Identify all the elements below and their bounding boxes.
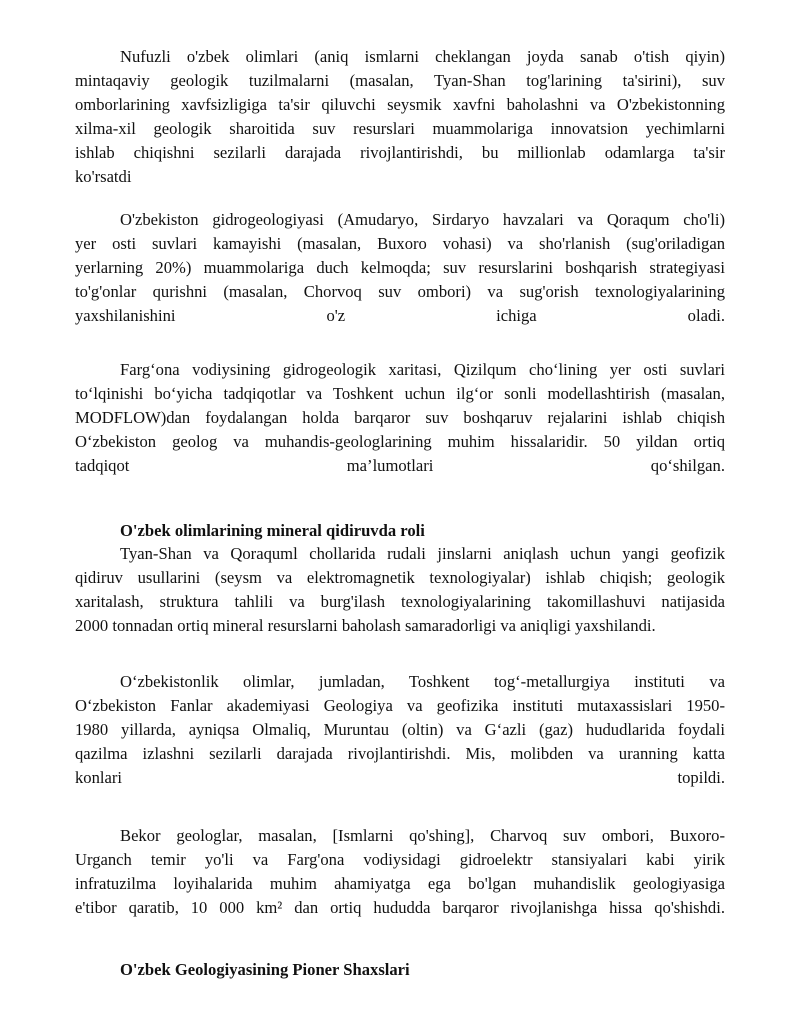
paragraph-hydrogeology (75, 208, 725, 328)
text-line: Farg‘ona vodiysining gidrogeologik xaritasi, Qizilqum cho‘lining yer osti suvlari (120, 360, 725, 379)
text-line: O‘zbekistonlik olimlar, jumladan, Toshkent tog‘-metallurgiya instituti va (120, 672, 725, 691)
paragraph-engineering-geology (75, 824, 725, 920)
text-line: yerlarning 20%) muammolariga duch kelmoqda; suv resurslarini boshqarish strategiyasi (75, 258, 725, 277)
text-line: MODFLOW)dan foydalangan holda barqaror suv boshqaruv rejalarini ishlab chiqish (75, 408, 725, 427)
text-line: O‘zbekiston geolog va muhandis-geologlarining muhim hissalaridir. 50 yildan ortiq (75, 432, 725, 451)
text-line: ko'rsatdi (75, 167, 132, 186)
text-line: O'zbekiston gidrogeologiyasi (Amudaryo, Sirdaryo havzalari va Qoraqum cho'li) (120, 210, 725, 229)
paragraph-mineral-exploration (75, 542, 725, 638)
text-line: Nufuzli o'zbek olimlari (aniq ismlarni cheklangan joyda sanab o'tish qiyin) (120, 47, 725, 66)
text-line: yaxshilanishini o'z ichiga oladi. (75, 306, 725, 325)
text-line: to‘lqinishi bo‘yicha tadqiqotlar va Toshkent uchun ilg‘or sonli modellashtirish (masalan, (75, 384, 725, 403)
text-line: Bekor geologlar, masalan, [Ismlarni qo'shing], Charvoq suv ombori, Buxoro- (120, 826, 725, 845)
text-line: to'g'onlar qurishni (masalan, Chorvoq suv ombori) va sug'orish texnologiyalarining (75, 282, 725, 301)
text-line: omborlarining xavfsizligiga ta'sir qiluvchi seysmik xavfni baholashni va O'zbekistonning (75, 95, 725, 114)
text-line: 2000 tonnadan ortiq mineral resurslarni baholash samaradorligi va aniqligi yaxshilandi. (75, 616, 656, 635)
text-line: ishlab chiqishni sezilarli darajada rivojlantirishdi, bu millionlab odamlarga ta'sir (75, 143, 725, 162)
text-line: qazilma izlashni sezilarli darajada rivojlantirishdi. Mis, molibden va uranning katta (75, 744, 725, 763)
section-heading-pioneers: O'zbek Geologiyasining Pioner Shaxslari (120, 960, 410, 979)
text-line: konlari topildi. (75, 768, 725, 787)
text-line: infratuzilma loyihalarida muhim ahamiyatga ega bo'lgan muhandislik geologiyasiga (75, 874, 725, 893)
text-line: e'tibor qaratib, 10 000 km² dan ortiq hududda barqaror rivojlanishga hissa qo'shishdi. (75, 898, 725, 917)
text-line: tadqiqot ma’lumotlari qo‘shilgan. (75, 456, 725, 475)
paragraph-uzbek-scientists (75, 670, 725, 790)
text-line: Urganch temir yo'li va Farg'ona vodiysidagi gidroelektr stansiyalari kabi yirik (75, 850, 725, 869)
text-line: mintaqaviy geologik tuzilmalarni (masalan, Tyan-Shan tog'larining ta'sirini), suv (75, 71, 725, 90)
text-line: xaritalash, struktura tahlili va burg'ilash texnologiyalarining takomillashuvi natijasida (75, 592, 725, 611)
text-line: 1980 yillarda, ayniqsa Olmaliq, Muruntau (oltin) va G‘azli (gaz) hududlarida foydali (75, 720, 725, 739)
text-line: Tyan-Shan va Qoraquml chollarida rudali jinslarni aniqlash uchun yangi geofizik (120, 544, 725, 563)
text-line: qidiruv usullarini (seysm va elektromagnetik texnologiyalar) ishlab chiqish; geologik (75, 568, 725, 587)
paragraph-seismic-hazard (75, 45, 725, 189)
text-line: yer osti suvlari kamayishi (masalan, Buxoro vohasi) va sho'rlanish (sug'oriladigan (75, 234, 725, 253)
text-line: O‘zbekiston Fanlar akademiyasi Geologiya va geofizika instituti mutaxassislari 1950- (75, 696, 725, 715)
section-heading-mineral-exploration: O'zbek olimlarining mineral qidiruvda roli (120, 521, 425, 540)
text-line: xilma-xil geologik sharoitida suv resurslari muammolariga innovatsion yechimlarni (75, 119, 725, 138)
paragraph-fergana-map (75, 358, 725, 478)
